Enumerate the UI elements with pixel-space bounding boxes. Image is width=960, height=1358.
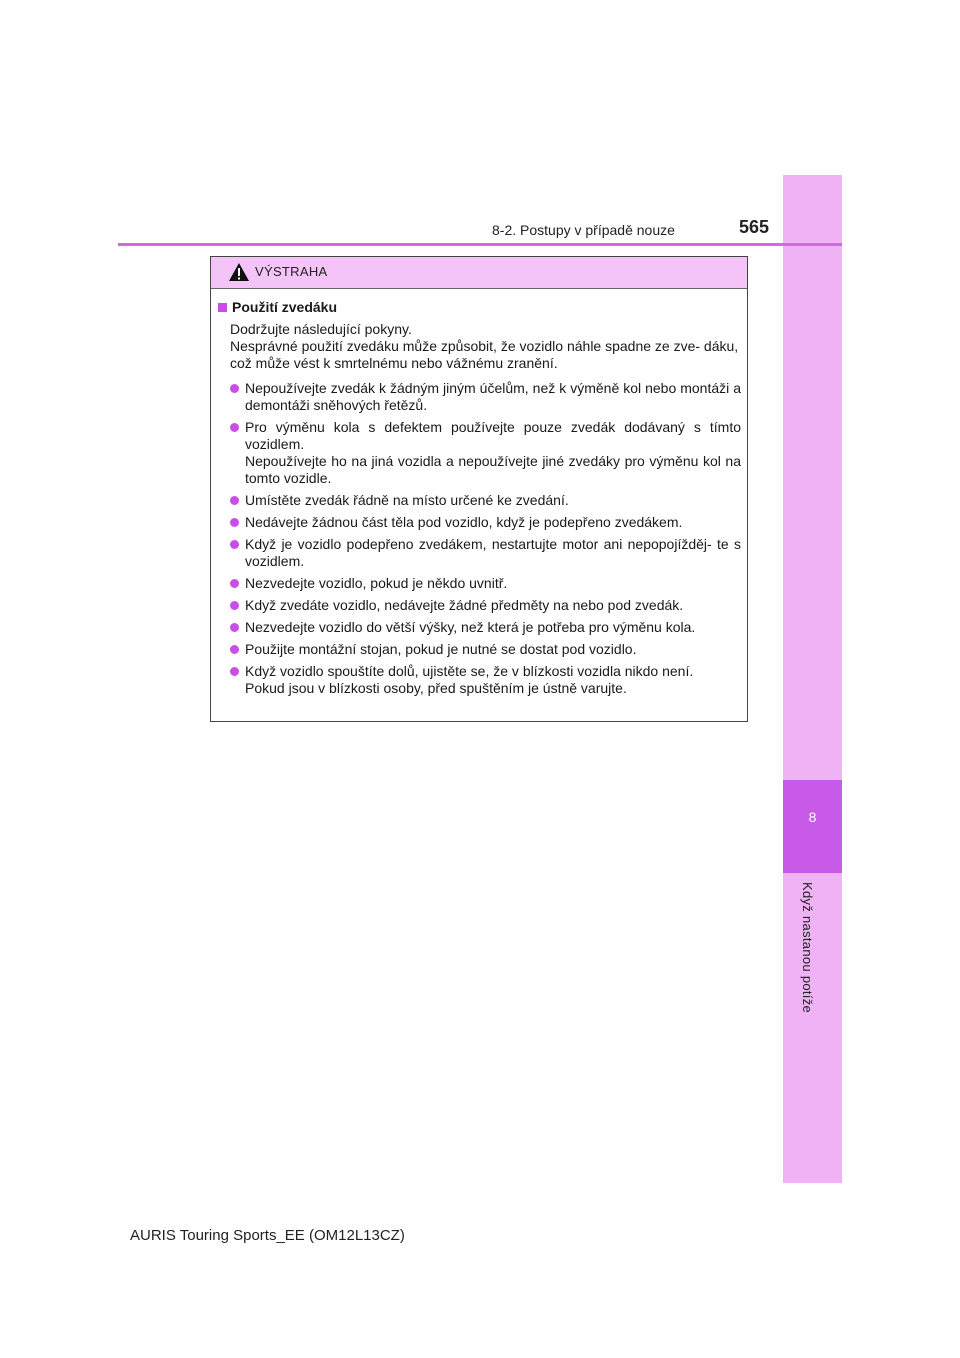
list-item-text <box>245 575 741 592</box>
section-title: 8-2. Postupy v případě nouze <box>492 222 675 238</box>
header-divider <box>118 243 842 246</box>
list-item-paragraph: Pokud jsou v blízkosti osoby, před spuštěním je ústně varujte. <box>245 680 627 696</box>
list-item-paragraph: Když vozidlo spouštíte dolů, ujistěte se, že v blízkosti vozidla nikdo není. <box>245 663 694 679</box>
round-bullet-icon <box>230 514 242 531</box>
list-item-paragraph: Použijte montážní stojan, pokud je nutné se dostat pod vozidlo. <box>245 641 637 657</box>
list-item <box>218 663 741 697</box>
list-item-text <box>245 514 741 531</box>
list-item-text <box>245 419 741 487</box>
list-item-paragraph: Nezvedejte vozidlo, pokud je někdo uvnitř. <box>245 575 508 591</box>
list-item-paragraph: Nepoužívejte zvedák k žádným jiným účelům, než k výměně kol nebo montáži a demontáži sněhových řetězů. <box>245 380 741 413</box>
intro-line: Dodržujte následující pokyny. <box>230 321 412 337</box>
round-bullet-icon <box>230 619 242 636</box>
chapter-title: Když nastanou potíže <box>800 882 815 1014</box>
warning-box <box>210 256 748 722</box>
round-bullet-icon <box>230 641 242 658</box>
list-item-text <box>245 663 741 697</box>
warning-header <box>211 257 747 289</box>
round-bullet-icon <box>230 492 242 509</box>
round-bullet-icon <box>230 536 242 553</box>
round-bullet-icon <box>230 663 242 680</box>
warning-label: VÝSTRAHA <box>255 264 328 279</box>
warning-list <box>218 380 741 697</box>
page-number: 565 <box>739 217 770 237</box>
warning-body <box>211 289 747 697</box>
list-item-text <box>245 597 741 614</box>
chapter-number: 8 <box>783 780 842 873</box>
list-item-text <box>245 641 741 658</box>
warning-intro <box>230 321 741 372</box>
chapter-side-tab <box>783 175 842 1183</box>
round-bullet-icon <box>230 380 242 397</box>
warning-subtitle <box>218 299 741 316</box>
round-bullet-icon <box>230 419 242 436</box>
footer-model: AURIS Touring Sports_EE (OM12L13CZ) <box>130 1227 405 1244</box>
list-item-text <box>245 619 741 636</box>
list-item-paragraph: Pro výměnu kola s defektem používejte pouze zvedák dodávaný s tímto vozidlem. <box>245 419 741 452</box>
list-item-paragraph: Když je vozidlo podepřeno zvedákem, nestartujte motor ani nepopojížděj- te s vozidlem. <box>245 536 741 569</box>
list-item-paragraph: Umístěte zvedák řádně na místo určené ke zvedání. <box>245 492 569 508</box>
list-item <box>218 619 741 636</box>
square-bullet-icon <box>218 303 227 312</box>
list-item-paragraph: Když zvedáte vozidlo, nedávejte žádné předměty na nebo pod zvedák. <box>245 597 684 613</box>
list-item <box>218 380 741 414</box>
list-item <box>218 514 741 531</box>
list-item-paragraph: Nedávejte žádnou část těla pod vozidlo, když je podepřeno zvedákem. <box>245 514 683 530</box>
round-bullet-icon <box>230 575 242 592</box>
list-item <box>218 492 741 509</box>
list-item <box>218 641 741 658</box>
warning-triangle-icon <box>228 262 250 282</box>
round-bullet-icon <box>230 597 242 614</box>
list-item <box>218 419 741 487</box>
list-item-paragraph: Nezvedejte vozidlo do větší výšky, než která je potřeba pro výměnu kola. <box>245 619 696 635</box>
list-item <box>218 575 741 592</box>
list-item <box>218 536 741 570</box>
list-item-text <box>245 380 741 414</box>
warning-subtitle-text: Použití zvedáku <box>232 299 338 315</box>
list-item-paragraph: Nepoužívejte ho na jiná vozidla a nepoužívejte jiné zvedáky pro výměnu kol na tomto vozidle. <box>245 453 741 486</box>
list-item-text <box>245 492 741 509</box>
list-item <box>218 597 741 614</box>
list-item-text <box>245 536 741 570</box>
intro-line: Nesprávné použití zvedáku může způsobit, že vozidlo náhle spadne ze zve- dáku, což může vést k smrtelnému nebo vážnému zranění. <box>230 338 739 371</box>
